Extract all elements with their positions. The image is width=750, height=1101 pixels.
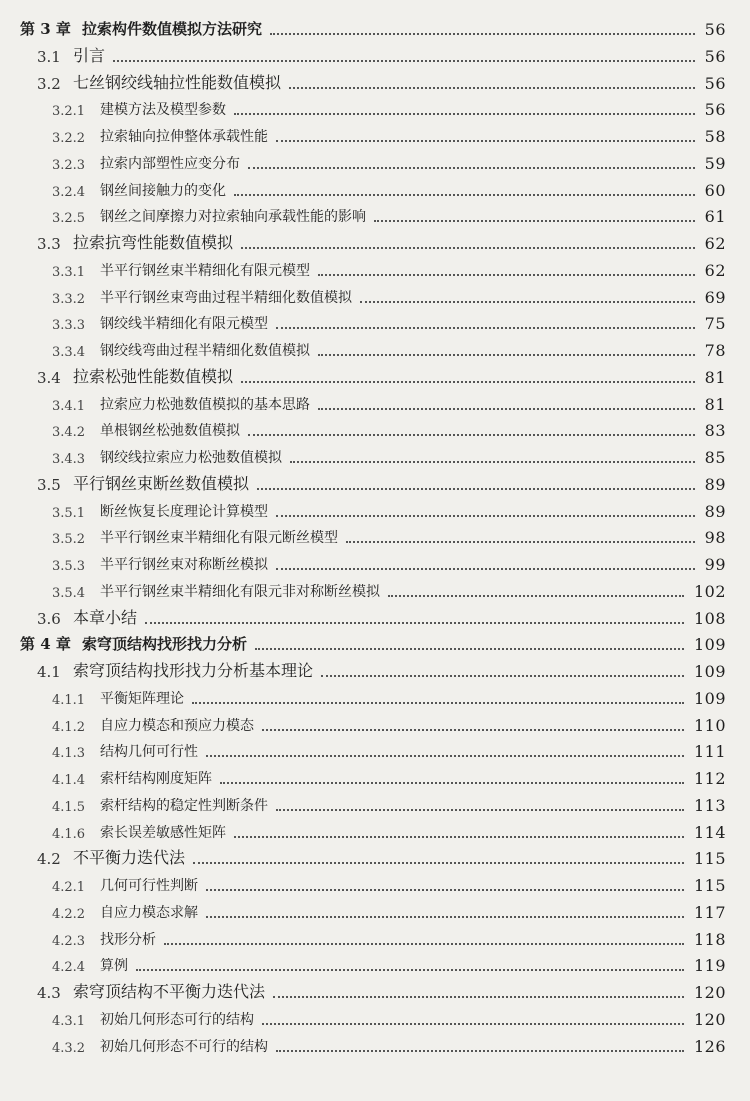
- toc-entry-page: 115: [693, 876, 726, 895]
- toc-entry-page: 110: [693, 715, 726, 735]
- toc-leader-dots: [145, 622, 684, 624]
- toc-entry-title: 算例: [100, 958, 128, 975]
- toc-leader-dots: [206, 755, 684, 757]
- toc-entry-number: 第 4 章: [20, 635, 71, 654]
- toc-entry-title: 索长误差敏感性矩阵: [100, 824, 226, 841]
- toc-entry-page: 120: [693, 983, 726, 1002]
- toc-entry-title: 初始几何形态不可行的结构: [100, 1038, 268, 1055]
- toc-entry-page: 56: [704, 20, 726, 39]
- toc-entry-title: 拉索内部塑性应变分布: [100, 155, 240, 172]
- toc-entry-number: 3.5.4: [52, 585, 86, 601]
- toc-entry-page: 114: [693, 822, 726, 842]
- toc-leader-dots: [276, 1050, 684, 1052]
- toc-entry-page: 78: [704, 341, 726, 360]
- toc-entry-sub: [0, 924, 750, 951]
- toc-entry-sub: [0, 94, 750, 121]
- toc-entry-page: 89: [704, 501, 726, 521]
- toc-entry-section: [0, 228, 750, 255]
- toc-entry-page: 89: [704, 474, 726, 494]
- toc-entry-number: 第 3 章: [20, 20, 71, 38]
- toc-leader-dots: [388, 595, 684, 597]
- toc-entry-title: 拉索构件数值模拟方法研究: [82, 20, 263, 38]
- toc-entry-title: 找形分析: [100, 931, 156, 948]
- toc-entry-title: 钢丝间接触力的变化: [100, 182, 226, 199]
- toc-entry-title: 平行钢丝束断丝数值模拟: [73, 473, 250, 493]
- toc-entry-page: 109: [693, 662, 726, 681]
- toc-entry-title: 自应力模态求解: [100, 904, 198, 921]
- toc-leader-dots: [276, 327, 695, 329]
- toc-leader-dots: [241, 247, 695, 249]
- toc-leader-dots: [262, 729, 684, 731]
- toc-entry-number: 3.4.3: [52, 452, 86, 467]
- toc-entry-title: 半平行钢丝束半精细化有限元非对称断丝模拟: [100, 583, 380, 600]
- toc-entry-number: 3.5.2: [52, 532, 86, 548]
- toc-entry-sub: [0, 255, 750, 282]
- toc-entry-title: 拉索轴向拉伸整体承载性能: [100, 129, 268, 145]
- toc-entry-number: 4.1.4: [52, 773, 86, 788]
- toc-leader-dots: [289, 87, 695, 89]
- toc-leader-dots: [248, 167, 695, 169]
- toc-entry-number: 4.1: [37, 663, 61, 681]
- toc-entry-section: [0, 843, 750, 870]
- toc-entry-number: 3.3.1: [52, 264, 86, 280]
- toc-entry-section: [0, 977, 750, 1004]
- toc-entry-section: [0, 68, 750, 95]
- toc-entry-title: 钢绞线拉索应力松弛数值模拟: [100, 450, 282, 466]
- toc-entry-page: 120: [693, 1009, 726, 1029]
- toc-entry-title: 几何可行性判断: [100, 878, 198, 894]
- toc-entry-page: 119: [693, 956, 726, 976]
- toc-entry-sub: [0, 683, 750, 710]
- toc-entry-sub: [0, 415, 750, 442]
- toc-entry-sub: [0, 950, 750, 977]
- toc-entry-title: 单根钢丝松弛数值模拟: [100, 423, 240, 440]
- toc-leader-dots: [318, 354, 695, 356]
- toc-entry-sub: [0, 496, 750, 523]
- toc-entry-page: 83: [704, 421, 726, 441]
- toc-entry-page: 56: [704, 46, 726, 66]
- toc-entry-sub: [0, 1031, 750, 1058]
- toc-entry-section: [0, 656, 750, 683]
- toc-entry-sub: [0, 282, 750, 309]
- toc-entry-title: 索穹顶结构找形找力分析: [82, 635, 248, 654]
- toc-entry-title: 半平行钢丝束弯曲过程半精细化数值模拟: [100, 289, 352, 306]
- toc-entry-sub: [0, 201, 750, 228]
- toc-entry-sub: [0, 1004, 750, 1031]
- toc-entry-sub: [0, 308, 750, 335]
- toc-entry-number: 4.2: [37, 850, 61, 869]
- toc-entry-number: 3.2.3: [52, 157, 86, 173]
- toc-entry-number: 4.1.2: [52, 719, 86, 735]
- toc-entry-title: 钢丝之间摩擦力对拉索轴向承载性能的影响: [100, 209, 366, 226]
- toc-entry-number: 3.2.5: [52, 211, 86, 227]
- toc-entry-number: 4.3.1: [52, 1013, 86, 1029]
- toc-entry-number: 3.4.2: [52, 425, 86, 441]
- toc-entry-page: 85: [704, 448, 726, 467]
- toc-entry-sub: [0, 335, 750, 362]
- toc-entry-page: 126: [693, 1036, 726, 1056]
- toc-entry-sub: [0, 897, 750, 924]
- toc-entry-title: 建模方法及模型参数: [100, 102, 226, 119]
- toc-leader-dots: [192, 702, 684, 704]
- toc-leader-dots: [255, 648, 684, 650]
- toc-entry-number: 4.3.2: [52, 1040, 86, 1056]
- toc-entry-title: 结构几何可行性: [100, 744, 198, 761]
- toc-entry-number: 4.2.1: [52, 880, 86, 895]
- toc-entry-number: 3.4.1: [52, 398, 86, 414]
- toc-entry-title: 自应力模态和预应力模态: [100, 717, 254, 734]
- toc-entry-sub: [0, 817, 750, 844]
- toc-entry-title: 不平衡力迭代法: [73, 848, 186, 868]
- toc-entry-title: 索穹顶结构找形找力分析基本理论: [73, 661, 314, 680]
- toc-entry-page: 81: [704, 367, 726, 387]
- toc-leader-dots: [248, 434, 695, 436]
- toc-entry-title: 索杆结构的稳定性判断条件: [100, 797, 268, 814]
- toc-entry-title: 拉索抗弯性能数值模拟: [73, 233, 234, 252]
- toc-entry-number: 3.3.3: [52, 318, 86, 334]
- toc-entry-title: 钢绞线弯曲过程半精细化数值模拟: [100, 343, 310, 359]
- toc-entry-title: 半平行钢丝束对称断丝模拟: [100, 557, 268, 573]
- toc-leader-dots: [206, 916, 684, 918]
- toc-leader-dots: [374, 220, 695, 222]
- toc-entry-number: 4.2.3: [52, 933, 86, 949]
- toc-entry-title: 七丝钢绞线轴拉性能数值模拟: [73, 72, 282, 92]
- toc-entry-title: 索杆结构刚度矩阵: [100, 771, 212, 787]
- toc-entry-number: 3.2.2: [52, 131, 86, 146]
- toc-leader-dots: [164, 943, 684, 945]
- toc-entry-sub: [0, 736, 750, 763]
- toc-entry-sub: [0, 710, 750, 737]
- toc-leader-dots: [257, 488, 695, 490]
- toc-entry-page: 109: [693, 688, 726, 708]
- toc-entry-page: 108: [693, 608, 726, 628]
- toc-entry-number: 3.4: [37, 368, 61, 387]
- toc-entry-title: 平衡矩阵理论: [100, 690, 184, 707]
- toc-entry-page: 109: [693, 635, 726, 655]
- toc-entry-number: 3.2: [37, 74, 61, 93]
- toc-entry-sub: [0, 549, 750, 576]
- toc-leader-dots: [276, 515, 695, 517]
- toc-entry-number: 4.2.4: [52, 960, 86, 976]
- toc-leader-dots: [206, 889, 684, 891]
- toc-entry-number: 3.1: [37, 47, 61, 66]
- toc-entry-number: 4.1.5: [52, 799, 86, 815]
- toc-entry-sub: [0, 121, 750, 148]
- toc-entry-number: 3.2.4: [52, 184, 86, 200]
- toc-entry-number: 4.3: [37, 984, 61, 1002]
- toc-leader-dots: [360, 301, 695, 303]
- toc-entry-title: 钢绞线半精细化有限元模型: [100, 316, 268, 333]
- toc-entry-chapter: [0, 14, 750, 41]
- toc-entry-sub: [0, 790, 750, 817]
- toc-entry-chapter: [0, 629, 750, 656]
- toc-entry-sub: [0, 175, 750, 202]
- toc-entry-section: [0, 603, 750, 630]
- toc-entry-title: 初始几何形态可行的结构: [100, 1011, 254, 1028]
- toc-entry-page: 56: [704, 73, 726, 93]
- toc-leader-dots: [276, 809, 684, 811]
- toc-entry-section: [0, 41, 750, 68]
- toc-entry-number: 3.5: [37, 475, 61, 494]
- toc-entry-page: 61: [704, 207, 726, 227]
- toc-entry-number: 3.5.1: [52, 505, 86, 521]
- toc-entry-page: 59: [704, 153, 726, 173]
- toc-entry-sub: [0, 389, 750, 416]
- toc-entry-page: 99: [704, 555, 726, 574]
- toc-entry-page: 117: [693, 902, 726, 922]
- toc-leader-dots: [273, 996, 684, 998]
- toc-entry-sub: [0, 870, 750, 897]
- toc-leader-dots: [270, 33, 695, 35]
- toc-entry-sub: [0, 522, 750, 549]
- toc-entry-number: 4.1.6: [52, 826, 86, 842]
- toc-entry-number: 4.2.2: [52, 906, 86, 922]
- toc-leader-dots: [234, 113, 695, 115]
- toc-leader-dots: [346, 541, 695, 543]
- toc-entry-page: 75: [704, 314, 726, 334]
- toc-entry-title: 拉索应力松弛数值模拟的基本思路: [100, 396, 310, 413]
- toc-leader-dots: [276, 140, 695, 142]
- toc-entry-title: 引言: [73, 45, 106, 65]
- toc-entry-number: 3.6: [37, 609, 61, 628]
- toc-entry-title: 半平行钢丝束半精细化有限元模型: [100, 262, 310, 279]
- toc-entry-page: 56: [704, 100, 726, 120]
- toc-entry-page: 112: [693, 769, 726, 788]
- toc-leader-dots: [136, 969, 684, 971]
- toc-leader-dots: [290, 461, 695, 463]
- toc-entry-page: 111: [693, 742, 726, 762]
- toc-entry-page: 62: [704, 260, 726, 280]
- toc-entry-section: [0, 469, 750, 496]
- toc-entry-page: 118: [693, 929, 726, 949]
- toc-entry-number: 3.2.1: [52, 104, 86, 120]
- toc-entry-section: [0, 362, 750, 389]
- toc-entry-sub: [0, 148, 750, 175]
- toc-entry-sub: [0, 442, 750, 469]
- toc-entry-sub: [0, 576, 750, 603]
- toc-leader-dots: [193, 862, 684, 864]
- toc-entry-page: 58: [704, 127, 726, 146]
- toc-entry-number: 3.3.4: [52, 345, 86, 360]
- toc-entry-sub: [0, 763, 750, 790]
- toc-entry-number: 4.1.1: [52, 692, 86, 708]
- toc-leader-dots: [318, 408, 695, 410]
- toc-entry-page: 69: [704, 287, 726, 307]
- toc-leader-dots: [234, 194, 695, 196]
- toc-entry-title: 索穹顶结构不平衡力迭代法: [73, 982, 266, 1001]
- toc-entry-page: 62: [704, 234, 726, 253]
- toc-entry-title: 半平行钢丝束半精细化有限元断丝模型: [100, 530, 338, 547]
- toc-entry-page: 60: [704, 180, 726, 200]
- toc-leader-dots: [234, 836, 684, 838]
- toc-entry-number: 3.3.2: [52, 291, 86, 307]
- toc-entry-title: 本章小结: [73, 607, 138, 627]
- toc-entry-number: 3.5.3: [52, 559, 86, 574]
- toc-entry-page: 115: [693, 849, 726, 869]
- toc-entry-page: 113: [693, 795, 726, 815]
- toc-leader-dots: [262, 1023, 684, 1025]
- toc-entry-number: 4.1.3: [52, 746, 86, 762]
- toc-leader-dots: [241, 381, 695, 383]
- toc-entry-title: 拉索松弛性能数值模拟: [73, 366, 234, 386]
- toc-leader-dots: [321, 675, 684, 677]
- toc-leader-dots: [276, 568, 695, 570]
- toc-leader-dots: [318, 274, 695, 276]
- toc-entry-page: 81: [704, 394, 726, 414]
- toc-entry-number: 3.3: [37, 235, 61, 253]
- toc-entry-page: 98: [704, 528, 726, 548]
- toc-leader-dots: [113, 60, 695, 62]
- toc-leader-dots: [220, 782, 684, 784]
- toc-entry-page: 102: [693, 581, 726, 601]
- toc-entry-title: 断丝恢复长度理论计算模型: [100, 503, 268, 520]
